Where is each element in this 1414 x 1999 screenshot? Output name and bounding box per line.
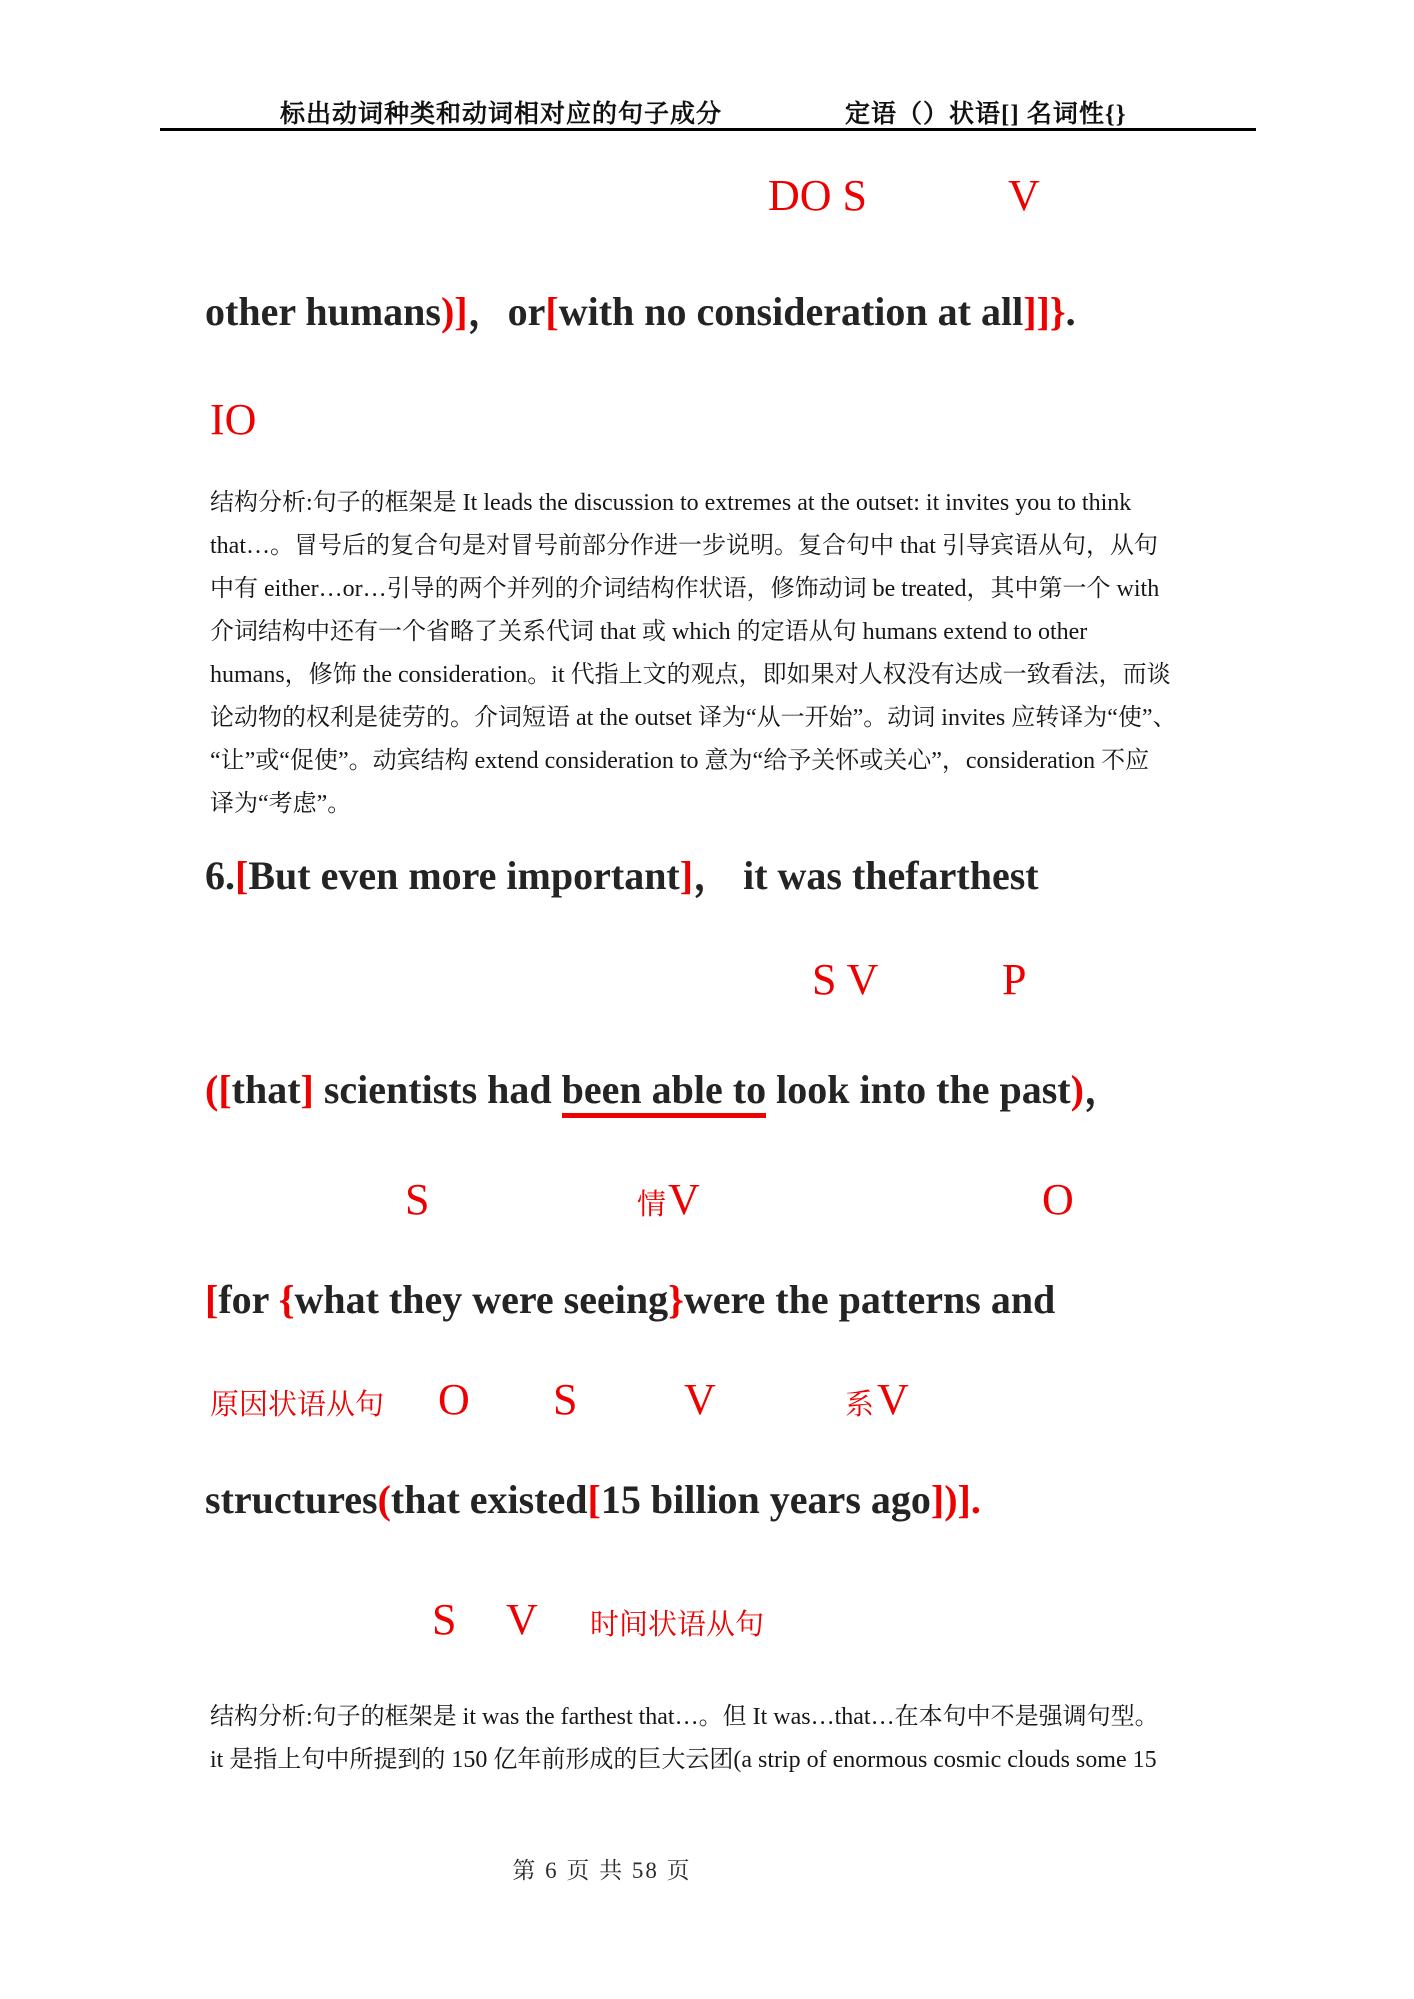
sentence-line-2 [205, 852, 1039, 900]
text-segment: ]]} [1023, 289, 1066, 334]
text-segment: were the patterns and [683, 1277, 1056, 1322]
annotation-label-p: P [1002, 955, 1027, 1004]
annotation-label-v: V [1008, 171, 1040, 220]
text-segment: } [668, 1277, 684, 1322]
text-segment: [ [235, 853, 249, 898]
text-segment: been able to [562, 1067, 766, 1118]
paragraph-line: that…。冒号后的复合句是对冒号前部分作进一步说明。复合句中 that 引导宾语从句，从句 [210, 533, 1158, 559]
paragraph-line: 论动物的权利是徒劳的。介词短语 at the outset 译为“从一开始”。动词 invites 应转译为“使”、 [210, 705, 1177, 731]
text-segment: [ [205, 1277, 219, 1322]
text-segment: ] [679, 853, 694, 898]
annotation-label-io: IO [210, 395, 257, 444]
analysis-paragraph-1 [210, 482, 1214, 826]
text-segment: that [231, 1067, 301, 1112]
annotation-label-sv: S V [812, 955, 879, 1004]
sentence-line-5 [205, 1476, 981, 1524]
annotation-label-reason-clause: 原因状语从句 [210, 1389, 385, 1421]
text-segment: scientists had [313, 1067, 562, 1112]
text-segment: with no consideration at all [558, 289, 1024, 334]
paragraph-line: 介词结构中还有一个省略了关系代词 that 或 which 的定语从句 humans extend to other [210, 619, 1088, 645]
annotation-label-xi: 系 [845, 1389, 875, 1421]
header-left-title: 标出动词种类和动词相对应的句子成分 [280, 101, 723, 128]
text-segment: that existed [390, 1477, 588, 1522]
paragraph-line: 结构分析:句子的框架是 It leads the discussion to extremes at the outset: it invites you to think [210, 490, 1132, 516]
text-segment: ， [1083, 1067, 1124, 1112]
text-segment: other humans [205, 289, 441, 334]
text-segment: But even more important [248, 853, 680, 898]
text-segment: )] [440, 289, 468, 334]
text-segment: look into the past [766, 1067, 1071, 1112]
annotation-label-o: O [1042, 1175, 1074, 1224]
annotation-label-qing: 情 [637, 1189, 667, 1221]
text-segment: . [1065, 289, 1076, 334]
text-segment: ( [377, 1477, 391, 1522]
text-segment: [ [587, 1477, 601, 1522]
annotation-label-s: S [432, 1595, 457, 1644]
paragraph-line: 结构分析:句子的框架是 it was the farthest that…。但 It was…that…在本句中不是强调句型。 [210, 1704, 1159, 1730]
text-segment: what they were seeing [294, 1277, 669, 1322]
text-segment: ] [300, 1067, 314, 1112]
analysis-paragraph-2 [210, 1696, 1214, 1782]
header-rule [160, 128, 1256, 131]
sentence-line-4 [205, 1276, 1055, 1324]
text-segment: for [218, 1277, 279, 1322]
sentence-line-3 [205, 1066, 1124, 1114]
annotation-label-v: V [506, 1595, 538, 1644]
page-number-footer: 第 6 页 共 58 页 [512, 1858, 692, 1883]
text-segment: ) [1070, 1067, 1084, 1112]
text-segment: ])]. [930, 1477, 981, 1522]
paragraph-line: “让”或“促使”。动宾结构 extend consideration to 意为“给予关怀或关心”，consideration 不应 [210, 748, 1150, 774]
text-segment: structures [205, 1477, 378, 1522]
text-segment: 6. [205, 853, 235, 898]
annotation-row-3 [0, 955, 1414, 1012]
paragraph-line: 中有 either…or…引导的两个并列的介词结构作状语，修饰动词 be treated，其中第一个 with [210, 576, 1160, 602]
annotation-row-5 [0, 1375, 1414, 1432]
sentence-line-1 [205, 288, 1076, 336]
paragraph-line: humans，修饰 the consideration。it 代指上文的观点，即如果对人权没有达成一致看法，而谈 [210, 662, 1171, 688]
annotation-row-6 [0, 1595, 1414, 1652]
annotation-label-do-s: DO S [768, 171, 868, 220]
annotation-label-v2: V [877, 1375, 909, 1424]
annotation-label-v: V [684, 1375, 716, 1424]
paragraph-line: it 是指上句中所提到的 150 亿年前形成的巨大云团(a strip of enormous cosmic clouds some 15 [210, 1747, 1157, 1773]
text-segment: { [278, 1277, 295, 1322]
text-segment: ，or [467, 289, 546, 334]
annotation-label-o: O [438, 1375, 470, 1424]
text-segment: 15 billion years ago [600, 1477, 931, 1522]
paragraph-line: 译为“考虑”。 [210, 791, 352, 817]
annotation-row-1 [0, 171, 1414, 228]
text-segment: ， it was thefarthest [693, 853, 1039, 898]
annotation-label-s: S [405, 1175, 430, 1224]
annotation-label-time-clause: 时间状语从句 [590, 1609, 765, 1641]
annotation-row-2 [0, 395, 1414, 452]
annotation-row-4 [0, 1175, 1414, 1232]
text-segment: ([ [205, 1067, 232, 1112]
annotation-label-v: V [668, 1175, 700, 1224]
header-right-legend: 定语（）状语[] 名词性{} [845, 101, 1127, 128]
annotation-label-s: S [553, 1375, 578, 1424]
text-segment: [ [545, 289, 559, 334]
